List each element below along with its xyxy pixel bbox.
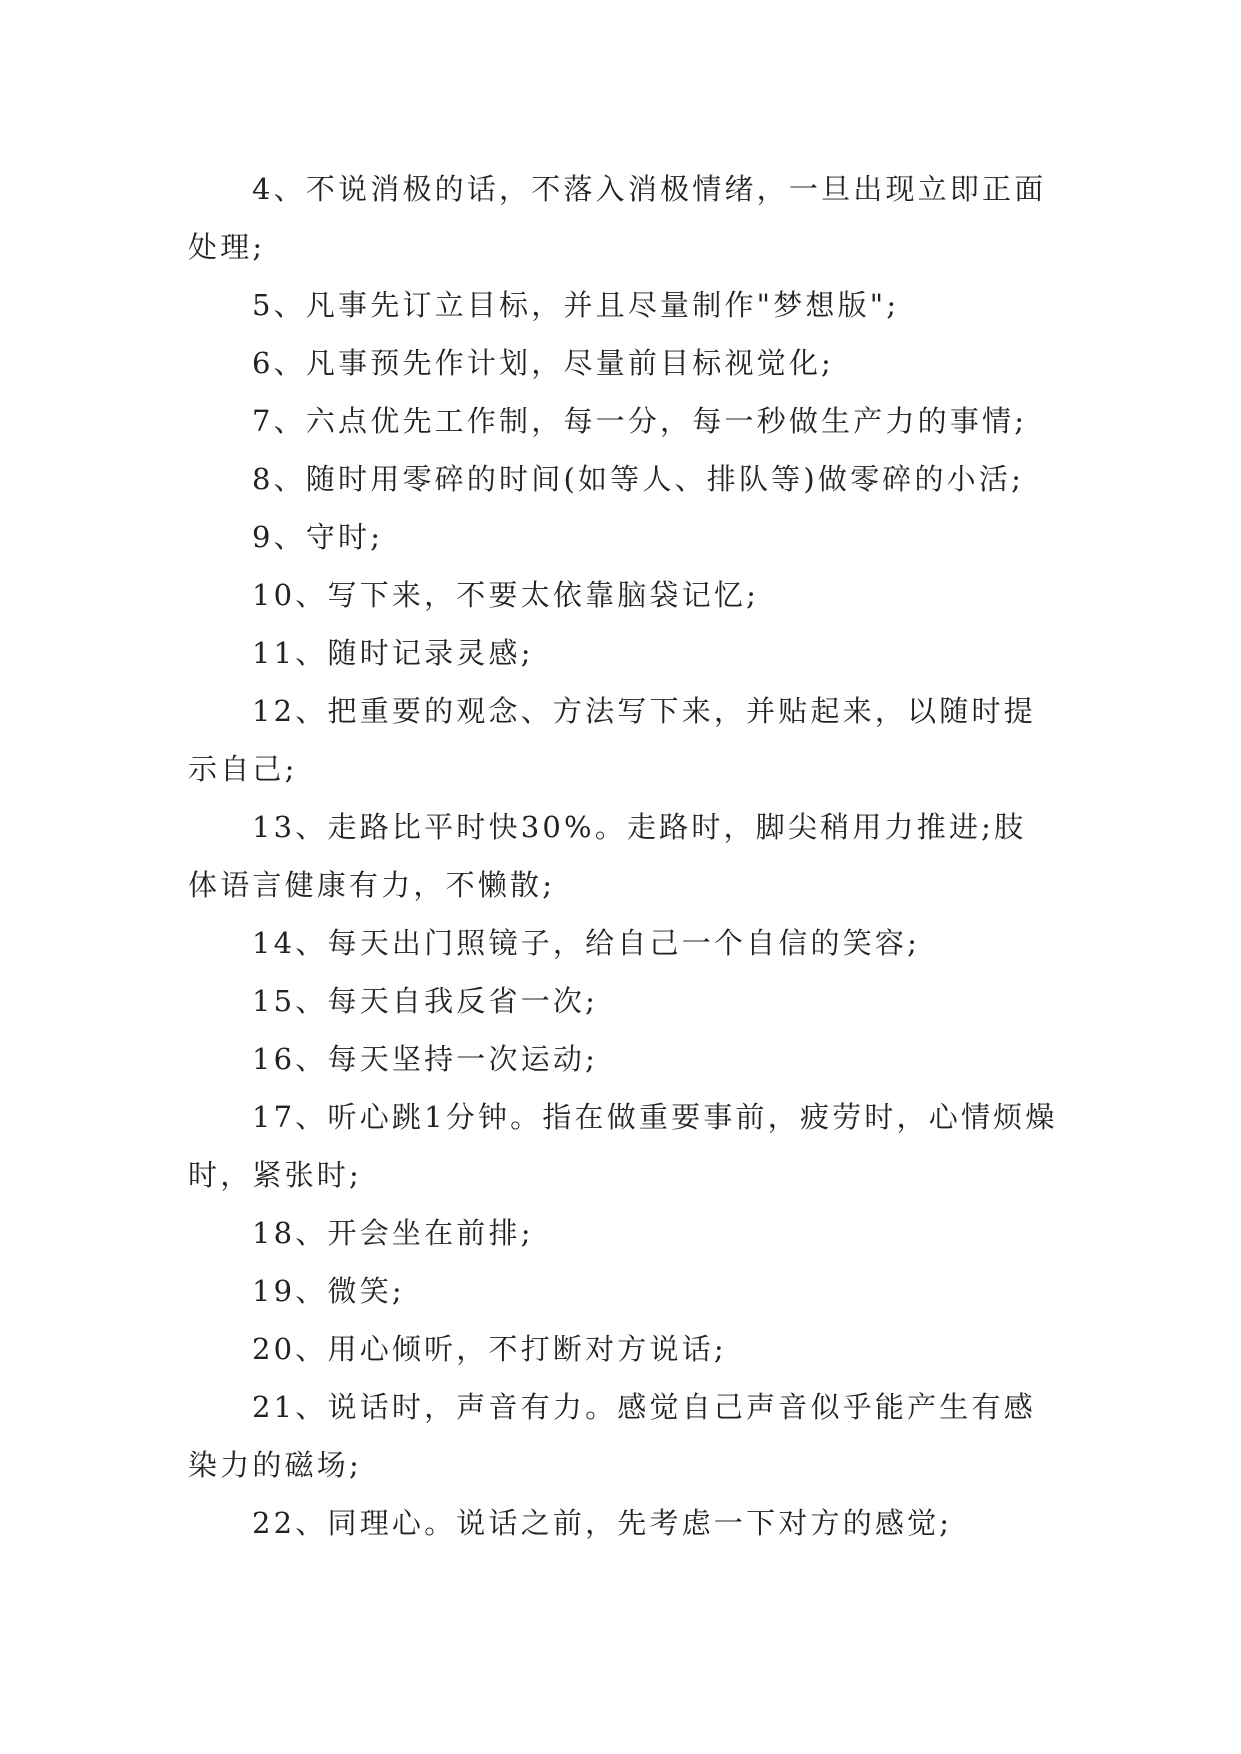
paragraph-item-4: 4、不说消极的话，不落入消极情绪，一旦出现立即正面处理; — [188, 172, 1047, 264]
paragraph-item-6: 6、凡事预先作计划，尽量前目标视觉化; — [252, 346, 835, 380]
paragraph-item-5: 5、凡事先订立目标，并且尽量制作"梦想版"; — [252, 288, 900, 322]
paragraph-item-18: 18、开会坐在前排; — [252, 1216, 534, 1250]
paragraph-item-10: 10、写下来，不要太依靠脑袋记忆; — [252, 578, 760, 612]
paragraph-item-13: 13、走路比平时快30%。走路时，脚尖稍用力推进;肢体语言健康有力，不懒散; — [188, 810, 1027, 902]
paragraph-item-17: 17、听心跳1分钟。指在做重要事前，疲劳时，心情烦燥时，紧张时; — [188, 1100, 1058, 1192]
paragraph-item-14: 14、每天出门照镜子，给自己一个自信的笑容; — [252, 926, 921, 960]
paragraph-item-12: 12、把重要的观念、方法写下来，并贴起来，以随时提示自己; — [188, 694, 1036, 786]
paragraph-item-11: 11、随时记录灵感; — [252, 636, 534, 670]
paragraph-item-16: 16、每天坚持一次运动; — [252, 1042, 599, 1076]
document-body — [188, 160, 1058, 1552]
paragraph-item-20: 20、用心倾听，不打断对方说话; — [252, 1332, 727, 1366]
paragraph-item-8: 8、随时用零碎的时间(如等人、排队等)做零碎的小活; — [252, 462, 1025, 496]
paragraph-item-21: 21、说话时，声音有力。感觉自己声音似乎能产生有感染力的磁场; — [188, 1390, 1036, 1482]
paragraph-item-22: 22、同理心。说话之前，先考虑一下对方的感觉; — [252, 1506, 953, 1540]
paragraph-item-7: 7、六点优先工作制，每一分，每一秒做生产力的事情; — [252, 404, 1028, 438]
paragraph-item-15: 15、每天自我反省一次; — [252, 984, 599, 1018]
paragraph-item-9: 9、守时; — [252, 520, 384, 554]
paragraph-item-19: 19、微笑; — [252, 1274, 405, 1308]
